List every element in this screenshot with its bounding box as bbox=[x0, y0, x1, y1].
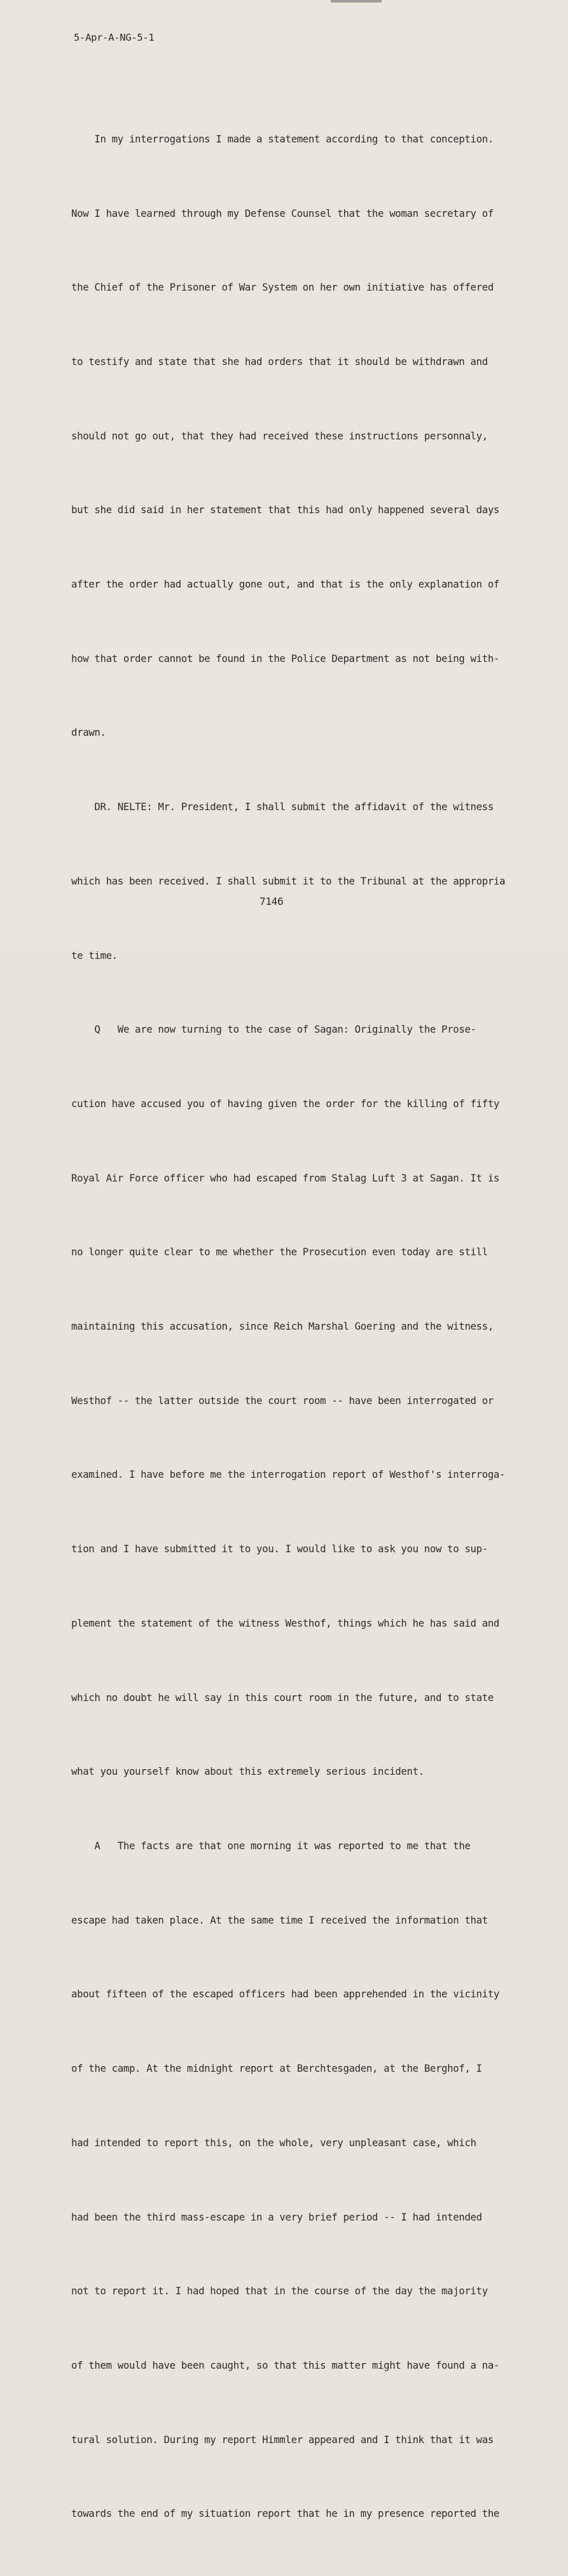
text-line: te time. bbox=[71, 949, 118, 961]
text-line: A The facts are that one morning it was reported to me that the bbox=[71, 1839, 471, 1852]
text-line: which no doubt he will say in this court room in the future, and to state bbox=[71, 1691, 494, 1704]
text-line: which has been received. I shall submit it to the Tribunal at the appropria bbox=[71, 874, 506, 887]
text-line: escape had taken place. At the same time I received the information that bbox=[71, 1913, 488, 1926]
text-line: about fifteen of the escaped officers had been apprehended in the vicinity bbox=[71, 1988, 500, 2001]
text-line: tural solution. During my report Himmler appeared and I think that it was bbox=[71, 2433, 494, 2446]
text-line: should not go out, that they had received these instructions personnaly, bbox=[71, 429, 488, 442]
text-line: had been the third mass-escape in a very brief period -- I had intended bbox=[71, 2210, 482, 2223]
text-line: DR. NELTE: Mr. President, I shall submit the affidavit of the witness bbox=[71, 801, 494, 813]
text-line: cution have accused you of having given the order for the killing of fifty bbox=[71, 1097, 500, 1110]
text-line: the Chief of the Prisoner of War System on her own initiative has offered bbox=[71, 281, 494, 294]
text-line: examined. I have before me the interrogation report of Westhof's interroga- bbox=[71, 1468, 506, 1481]
text-line: maintaining this accusation, since Reich Marshal Goering and the witness, bbox=[71, 1320, 494, 1333]
text-line: how that order cannot be found in the Police Department as not being with- bbox=[71, 652, 500, 665]
text-line: no longer quite clear to me whether the Prosecution even today are still bbox=[71, 1246, 488, 1258]
text-line: but she did said in her statement that this had only happened several days bbox=[71, 504, 500, 516]
text-line: of them would have been caught, so that this matter might have found a na- bbox=[71, 2359, 500, 2371]
text-line: after the order had actually gone out, and that is the only explanation of bbox=[71, 578, 500, 591]
document-header: 5-Apr-A-NG-5-1 bbox=[74, 32, 155, 43]
text-line: not to report it. I had hoped that in the course of the day the majority bbox=[71, 2285, 488, 2297]
text-line: of the camp. At the midnight report at Berchtesgaden, at the Berghof, I bbox=[71, 2062, 482, 2075]
text-line: Westhof -- the latter outside the court room -- have been interrogated or bbox=[71, 1394, 494, 1407]
text-line: Q We are now turning to the case of Sagan: Originally the Prose- bbox=[71, 1023, 476, 1036]
page-number: 7146 bbox=[260, 895, 284, 907]
text-line: plement the statement of the witness Westhof, things which he has said and bbox=[71, 1616, 500, 1629]
text-line: to testify and state that she had orders that it should be withdrawn and bbox=[71, 355, 488, 368]
transcript-body bbox=[71, 78, 536, 2576]
scan-mark bbox=[331, 0, 382, 3]
text-line: tion and I have submitted it to you. I would like to ask you now to sup- bbox=[71, 1543, 488, 1555]
text-line: drawn. bbox=[71, 726, 106, 739]
text-line: what you yourself know about this extremely serious incident. bbox=[71, 1765, 424, 1778]
text-line: Royal Air Force officer who had escaped from Stalag Luft 3 at Sagan. It is bbox=[71, 1171, 500, 1184]
text-line: had intended to report this, on the whole, very unpleasant case, which bbox=[71, 2136, 476, 2149]
text-line: towards the end of my situation report that he in my presence reported the bbox=[71, 2507, 500, 2520]
text-line: Now I have learned through my Defense Counsel that the woman secretary of bbox=[71, 207, 494, 219]
text-line: In my interrogations I made a statement according to that conception. bbox=[71, 132, 494, 145]
